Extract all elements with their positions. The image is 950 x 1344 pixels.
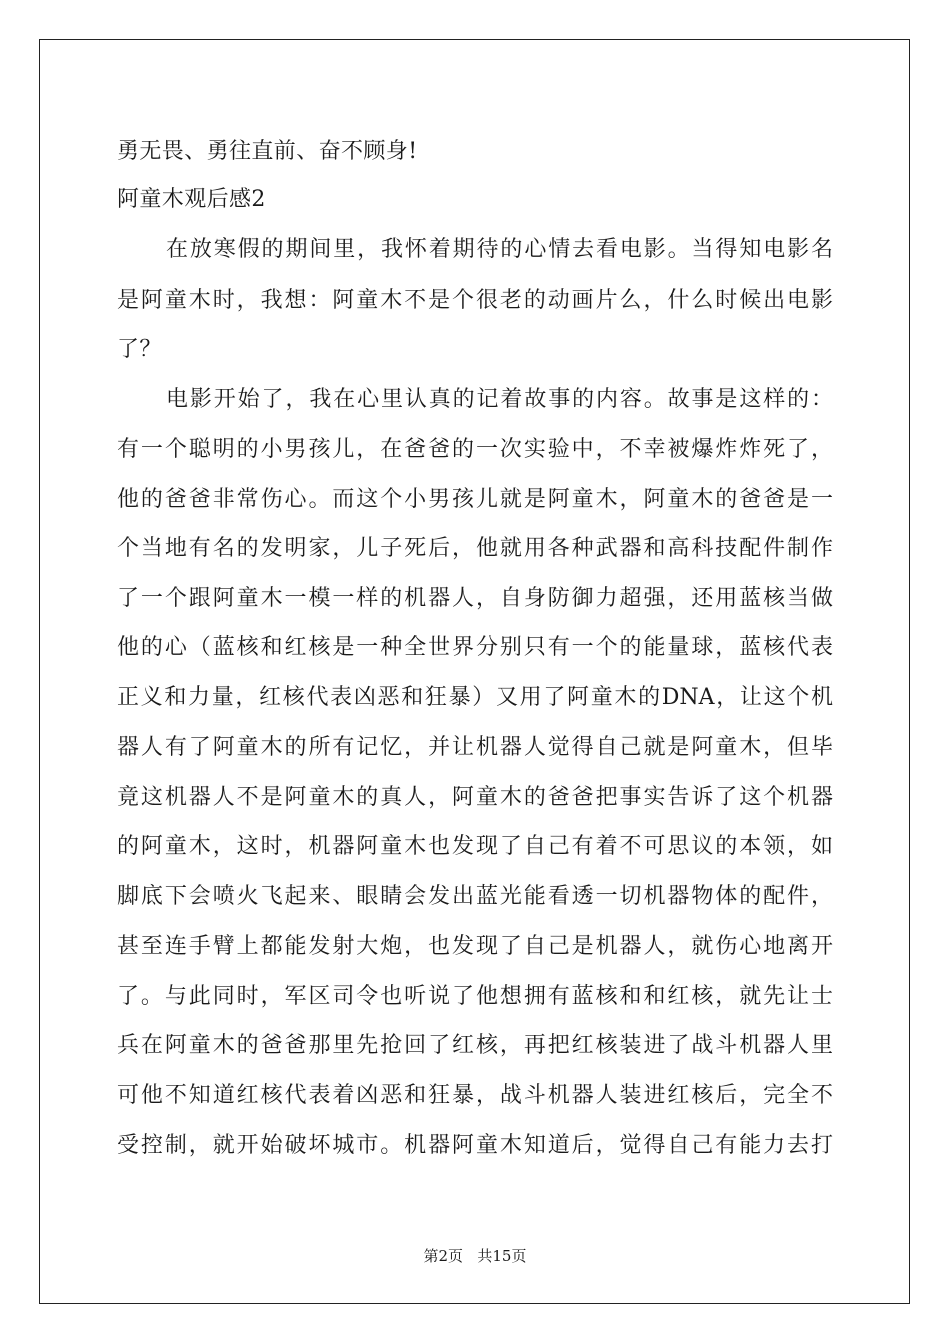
paragraph-line: 受控制，就开始破坏城市。机器阿童木知道后，觉得自己有能力去打 <box>117 1133 833 1158</box>
paragraph-line: 他的爸爸非常伤心。而这个小男孩儿就是阿童木，阿童木的爸爸是一 <box>117 487 833 512</box>
paragraph-line: 甚至连手臂上都能发射大炮，也发现了自己是机器人，就伤心地离开 <box>117 934 833 959</box>
paragraph-line: 可他不知道红核代表着凶恶和狂暴，战斗机器人装进红核后，完全不 <box>117 1083 833 1108</box>
page-footer <box>0 1246 950 1266</box>
paragraph-line: 了。与此同时，军区司令也听说了他想拥有蓝核和和红核，就先让士 <box>117 984 833 1009</box>
paragraph-line: 有一个聪明的小男孩儿，在爸爸的一次实验中，不幸被爆炸炸死了， <box>117 437 833 462</box>
paragraph-line: 的阿童木，这时，机器阿童木也发现了自己有着不可思议的本领，如 <box>117 834 833 859</box>
paragraph-line: 了一个跟阿童木一模一样的机器人，自身防御力超强，还用蓝核当做 <box>117 586 833 611</box>
section-heading: 阿童木观后感2 <box>117 187 266 212</box>
page-number: 第2页 <box>423 1247 464 1265</box>
paragraph-line: 正义和力量，红核代表凶恶和狂暴）又用了阿童木的DNA，让这个机 <box>117 685 833 710</box>
paragraph-line: 器人有了阿童木的所有记忆，并让机器人觉得自己就是阿童木，但毕 <box>117 735 833 760</box>
page-total: 共15页 <box>477 1247 527 1265</box>
paragraph-line: 个当地有名的发明家，儿子死后，他就用各种武器和高科技配件制作 <box>117 536 833 561</box>
paragraph-line: 是阿童木时，我想：阿童木不是个很老的动画片么，什么时候出电影 <box>117 288 833 313</box>
text-line: 勇无畏、勇往直前、奋不顾身! <box>117 139 418 164</box>
page-border <box>39 39 910 1304</box>
paragraph-line: 他的心（蓝核和红核是一种全世界分别只有一个的能量球，蓝核代表 <box>117 635 833 660</box>
paragraph-line: 竟这机器人不是阿童木的真人，阿童木的爸爸把事实告诉了这个机器 <box>117 785 833 810</box>
paragraph-line: 电影开始了，我在心里认真的记着故事的内容。故事是这样的： <box>166 387 833 412</box>
paragraph-line: 兵在阿童木的爸爸那里先抢回了红核，再把红核装进了战斗机器人里 <box>117 1033 833 1058</box>
paragraph-line: 在放寒假的期间里，我怀着期待的心情去看电影。当得知电影名 <box>166 237 833 262</box>
paragraph-line: 脚底下会喷火飞起来、眼睛会发出蓝光能看透一切机器物体的配件， <box>117 884 833 909</box>
paragraph-line: 了？ <box>117 337 162 362</box>
